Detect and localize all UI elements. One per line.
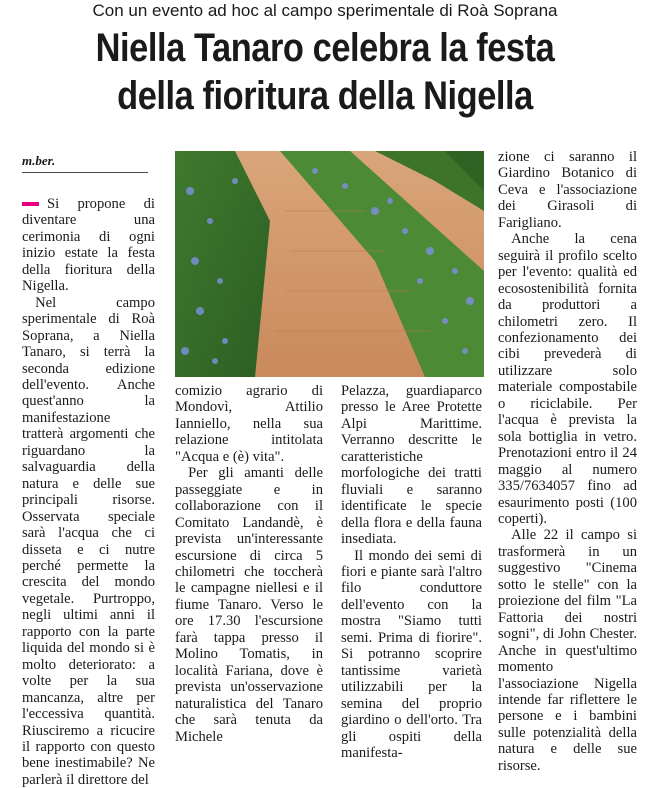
article-column-2 — [175, 383, 323, 745]
byline-rule — [22, 172, 148, 173]
headline-line-1: Niella Tanaro celebra la festa — [95, 26, 555, 70]
flower-field-photo — [175, 151, 484, 377]
paragraph: zione ci saranno il Giardino Botanico di Ceva e l'associazione dei Girasoli di Farigliano. — [498, 149, 637, 231]
byline: m.ber. — [22, 153, 56, 168]
paragraph: comizio agrario di Mondovì, Attilio Ianniello, nella sua relazione intitolata "Acqua e (è) vita". — [175, 383, 323, 465]
headline — [46, 24, 605, 120]
paragraph: Il mondo dei semi di fiori e piante sarà l'altro filo conduttore dell'evento con la mostra "Siamo tutti semi. Prima di fiorire". Si potranno scoprire tantissime varietà utilizzabili per la semina del proprio giardino o dell'orto. Tra gli ospiti della manifesta- — [341, 547, 482, 761]
paragraph: Nel campo sperimentale di Roà Soprana, a Niella Tanaro, si terrà la seconda edizione dell'evento. Anche quest'anno la manifestazione tratterà argomenti che riguardano la salvaguardia della natura e delle sue principali risorse. Osservata speciale sarà l'acqua che ci disseta e ci nutre perché permette la crescita del mondo vegetale. Purtroppo, negli ultimi anni il rapporto con la parte liquida del mondo si è molto deteriorato: a volte per la sua mancanza, altre per l'eccessiva quantità. Riusciremo a ricucire il rapporto con questo bene inestimabile? Ne parlerà il direttore del — [22, 294, 155, 788]
paragraph: Per gli amanti delle passeggiate e in collaborazione con il Comitato Landandè, è prevista un'interessante escursione di circa 5 chilometri che toccherà le campagne niellesi e il fiume Tanaro. Verso le ore 17.30 l'escursione farà tappa presso il Molino Tomatis, in località Fariana, dove è prevista un'osservazione naturalistica del Tanaro che sarà tenuta da Michele — [175, 465, 323, 745]
section-bullet — [22, 202, 39, 206]
paragraph: Alle 22 il campo si trasformerà in un suggestivo "Cinema sotto le stelle" con la proiezione del film "La Fattoria dei nostri sogni", di John Chester. Anche in quest'ultimo momento l'associazione Nigella intende far riflettere le persone e i bambini sulle potenzialità della natura e delle sue risorse. — [498, 527, 637, 774]
article-column-3 — [341, 383, 482, 761]
kicker: Con un evento ad hoc al campo sperimentale di Roà Soprana — [92, 1, 558, 20]
paragraph: Si propone di diventare una cerimonia di ogni inizio estate la festa della fioritura della Nigella. — [22, 196, 155, 295]
article-column-1 — [22, 196, 155, 788]
paragraph: Pelazza, guardiaparco presso le Aree Protette Alpi Marittime. Verranno descritte le caratteristiche morfologiche dei tratti fluviali e saranno identificate le specie della flora e della fauna insediata. — [341, 383, 482, 548]
headline-line-2: della fioritura della Nigella — [117, 74, 533, 118]
article-column-4 — [498, 149, 637, 774]
paragraph: Anche la cena seguirà il profilo scelto per l'evento: qualità ed ecosostenibilità fornita da produttori a chilometri zero. Il confezionamento dei cibi prevederà di utilizzare solo materiale compostabile o riciclabile. Per l'acqua è prevista la sola bottiglia in vetro. Prenotazioni entro il 24 maggio al numero 335/7634057 fino ad esaurimento posti (100 coperti). — [498, 231, 637, 527]
